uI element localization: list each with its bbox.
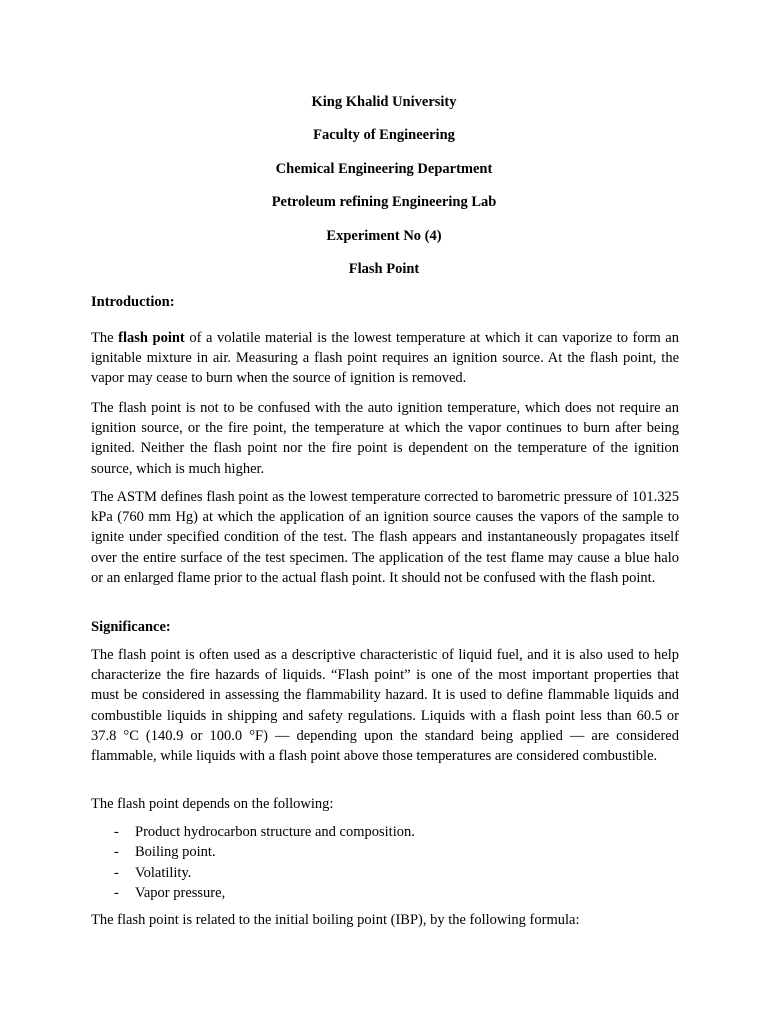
list-item-text: Vapor pressure, xyxy=(135,884,226,901)
introduction-paragraph-2: The flash point is not to be confused with the auto ignition temperature, which does not require an ignition source, or the fire point, the temperature at which the vapor continues to burn after being ignited. Neither the flash point nor the fire point is dependent on the temperature of the ignition source, which is much higher. xyxy=(91,400,679,477)
experiment-number: Experiment No (4) xyxy=(326,228,442,244)
list-item-text: Volatility. xyxy=(135,864,192,881)
bullet-dash: - xyxy=(114,884,119,901)
formula-intro: The flash point is related to the initial boiling point (IBP), by the following formula: xyxy=(91,912,580,928)
significance-heading: Significance: xyxy=(91,619,171,635)
document-title: Flash Point xyxy=(348,261,420,277)
introduction-paragraph-1 xyxy=(91,328,679,389)
introduction-heading: Introduction: xyxy=(91,294,175,310)
significance-paragraph-1: The flash point is often used as a descriptive characteristic of liquid fuel, and it is also used to help characterize the fire hazards of liquids. “Flash point” is one of the most important properties that must be considered in assessing the flammability hazard. It is used to define flammable liquids and combustible liquids in shipping and safety regulations. Liquids with a flash point less than 60.5 or 37.8 °C (140.9 or 100.0 °F) — depending upon the standard being applied — are considered flammable, while liquids with a flash point above those temperatures are considered combustible. xyxy=(91,647,679,765)
intro-p1-start: The xyxy=(91,330,119,346)
intro-p1-rest: of a volatile material is the lowest temperature at which it can vaporize to form an ignitable mixture in air. Measuring a flash point requires an ignition source. At the flash point, the vapor may cease to burn when the source of ignition is removed. xyxy=(91,330,679,387)
list-item-text: Product hydrocarbon structure and composition. xyxy=(135,824,415,840)
bullet-dash: - xyxy=(114,844,119,861)
list-item xyxy=(91,842,679,862)
dependency-intro: The flash point depends on the following: xyxy=(91,796,334,812)
bullet-dash: - xyxy=(114,824,119,840)
introduction-paragraph-3: The ASTM defines flash point as the lowest temperature corrected to barometric pressure of 101.325 kPa (760 mm Hg) at which the application of an ignition source causes the vapors of the sample to ignite under specified condition of the test. The flash appears and instantaneously propagates itself over the entire surface of the test specimen. The application of the test flame may cause a blue halo or an enlarged flame prior to the actual flash point. It should not be confused with the flash point. xyxy=(91,489,679,586)
list-item xyxy=(91,822,679,842)
lab-name: Petroleum refining Engineering Lab xyxy=(271,194,497,210)
department-name: Chemical Engineering Department xyxy=(275,161,493,177)
bullet-dash: - xyxy=(114,864,119,881)
list-item-text: Boiling point. xyxy=(135,844,216,861)
flash-point-term: flash point xyxy=(118,330,185,346)
university-name: King Khalid University xyxy=(311,94,457,110)
list-item xyxy=(91,883,679,903)
faculty-name: Faculty of Engineering xyxy=(313,127,455,143)
list-item xyxy=(91,863,679,883)
dependency-list xyxy=(91,822,679,903)
